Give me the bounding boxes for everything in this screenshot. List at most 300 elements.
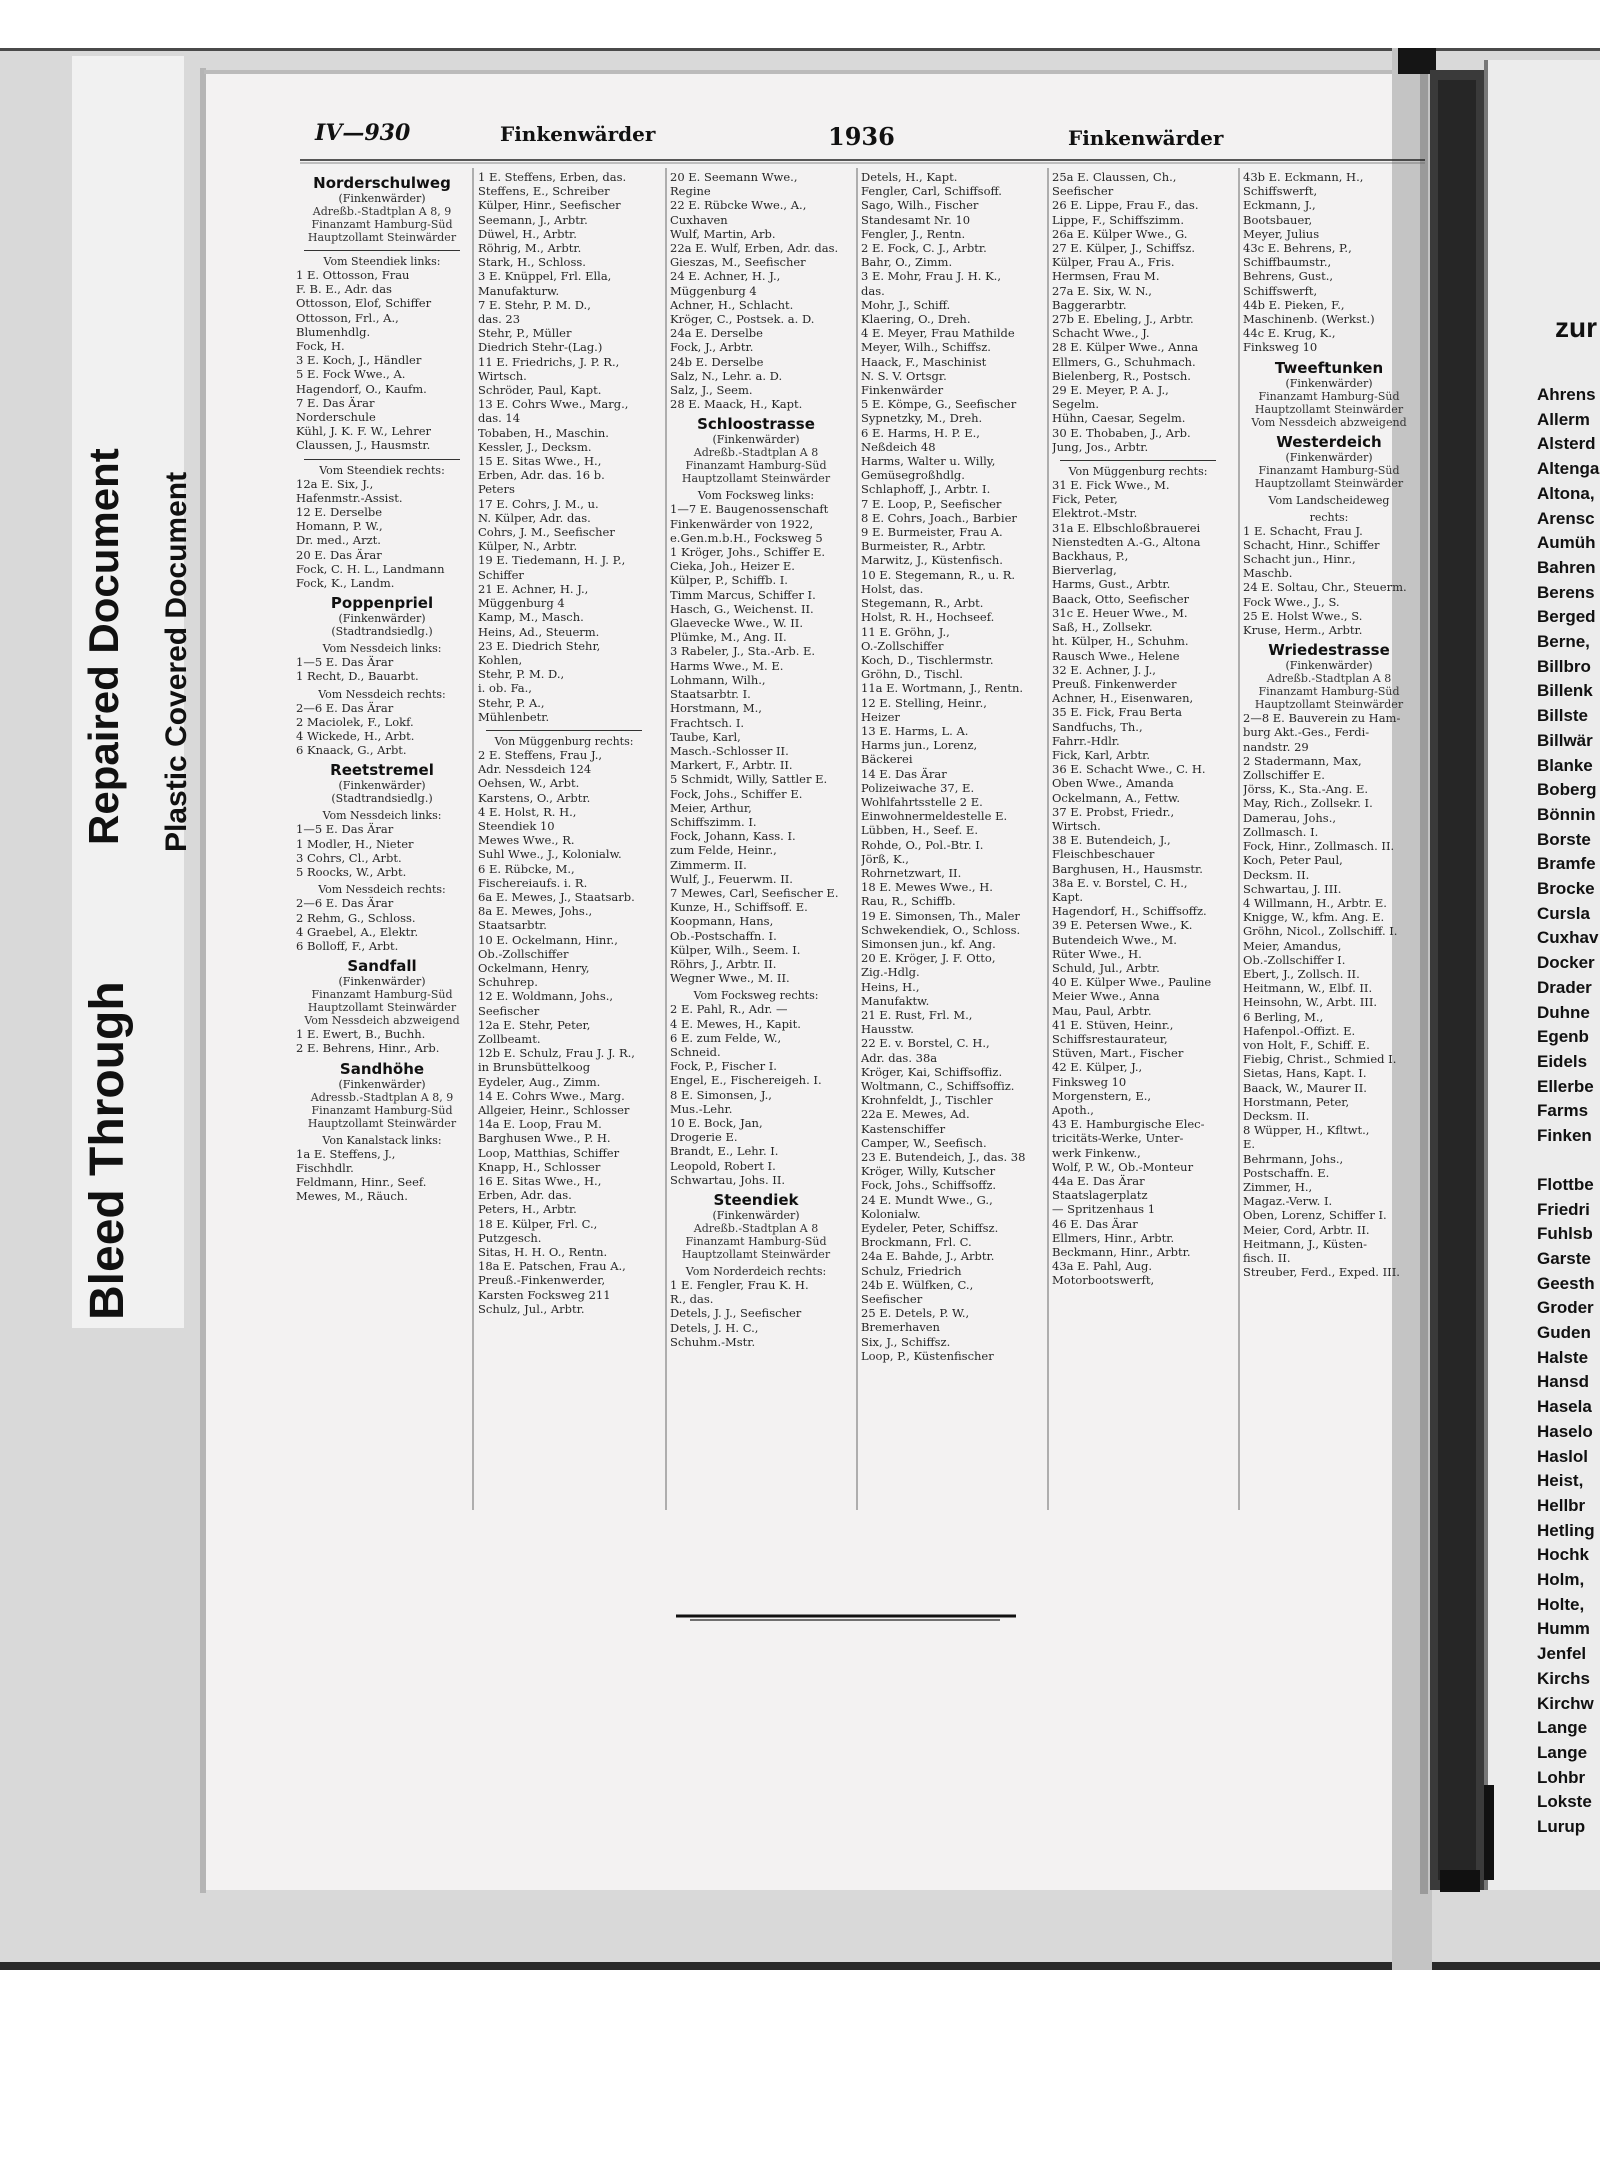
directory-entry: Ob.-Zollschiffer	[478, 946, 569, 961]
place-entry: Egenb	[1537, 1027, 1589, 1047]
directory-entry: 2—8 E. Bauverein zu Ham-	[1243, 711, 1401, 726]
directory-entry: Seefischer	[478, 1003, 540, 1018]
directory-entry: 31 E. Fick Wwe., M.	[1052, 478, 1170, 493]
directory-entry: Külper, N., Arbtr.	[478, 539, 578, 554]
directory-entry: Stehr, P., Müller	[478, 326, 572, 341]
directory-entry: Elektrot.-Mstr.	[1052, 506, 1138, 521]
directory-entry: Staatslagerplatz	[1052, 1188, 1148, 1203]
directory-entry: burg Akt.-Ges., Ferdi-	[1243, 725, 1370, 740]
directory-entry: Zollmasch. I.	[1243, 824, 1319, 839]
directory-entry: 4 Wickede, H., Arbt.	[296, 729, 415, 744]
directory-entry: Taube, Karl,	[670, 729, 741, 744]
directory-entry: Frachtsch. I.	[670, 715, 745, 730]
directory-entry: Wirtsch.	[478, 368, 527, 383]
directory-entry: Heitmann, W., Elbf. II.	[1243, 981, 1373, 996]
directory-entry: Stark, H., Schloss.	[478, 255, 586, 270]
street-heading: Tweeftunken	[1274, 358, 1384, 377]
directory-entry: 10 E. Stegemann, R., u. R.	[861, 567, 1016, 582]
place-entry: Eidels	[1537, 1051, 1588, 1071]
directory-entry: Knigge, W., kfm. Ang. E.	[1243, 910, 1385, 925]
directory-entry: Harms jun., Lorenz,	[861, 738, 978, 753]
directory-entry: 2 E. Fock, C. J., Arbtr.	[861, 241, 987, 256]
directory-entry: Ockelmann, Henry,	[478, 960, 590, 975]
place-entry: Lange	[1537, 1718, 1588, 1738]
directory-entry: Heizer	[861, 709, 900, 724]
section-label: Von Müggenburg rechts:	[494, 734, 634, 748]
side-label-plastic-covered-document: Plastic Covered Document	[160, 471, 193, 852]
directory-entry: 1a E. Steffens, J.,	[296, 1146, 396, 1161]
directory-entry: Seefischer	[861, 1292, 923, 1307]
street-heading: Sandhöhe	[339, 1059, 425, 1078]
directory-entry: Külper, P., Schiffb. I.	[670, 573, 788, 588]
directory-entry: 6 E. zum Felde, W.,	[670, 1030, 782, 1045]
directory-entry: 44b E. Pieken, F.,	[1243, 297, 1345, 312]
directory-entry: 43b E. Eckmann, H.,	[1243, 170, 1364, 184]
office-note: Adreßb.-Stadtplan A 8	[693, 446, 819, 460]
directory-entry: Detels, J. J., Seefischer	[670, 1306, 802, 1321]
directory-entry: 11 E. Friedrichs, J. P. R.,	[478, 354, 620, 369]
office-note: Finanzamt Hamburg-Süd	[685, 1235, 827, 1248]
directory-entry: Sitas, H. H. O., Rentn.	[478, 1245, 608, 1260]
directory-entry: Seemann, J., Arbtr.	[478, 212, 588, 227]
place-entry: Garste	[1537, 1248, 1591, 1268]
street-heading: Sandfall	[347, 957, 417, 976]
place-entry: Docker	[1537, 953, 1595, 973]
directory-entry: Standesamt Nr. 10	[861, 212, 971, 227]
directory-entry: Behrmann, Johs.,	[1243, 1151, 1344, 1166]
place-entry: Hasela	[1537, 1397, 1592, 1417]
directory-entry: Regine	[670, 184, 711, 199]
directory-entry: Fahrr.-Hdlr.	[1052, 733, 1120, 748]
directory-entry: 7 E. Stehr, P. M. D.,	[478, 297, 591, 312]
directory-entry: 4 E. Holst, R. H.,	[478, 804, 577, 819]
directory-entry: Bahr, O., Zimm.	[861, 255, 953, 270]
directory-entry: Tobaben, H., Maschin.	[478, 425, 609, 440]
directory-entry: Holst, R. H., Hochseef.	[861, 610, 995, 625]
office-note: Finanzamt Hamburg-Süd	[311, 1103, 453, 1117]
street-heading: Schloostrasse	[697, 415, 815, 434]
directory-entry: Stüven, Mart., Fischer	[1052, 1046, 1184, 1061]
directory-entry: Kröger, Kai, Schiffsoffiz.	[861, 1064, 1003, 1079]
directory-entry: das. 23	[478, 312, 521, 327]
directory-entry: R., das.	[670, 1292, 714, 1307]
directory-entry: Oben, Lorenz, Schiffer I.	[1243, 1208, 1387, 1223]
directory-entry: 1 E. Fengler, Frau K. H.	[670, 1278, 809, 1292]
directory-entry: 10 E. Bock, Jan,	[670, 1115, 763, 1130]
left-running-title: Finkenwärder	[500, 122, 656, 146]
directory-entry: Glaevecke Wwe., W. II.	[670, 616, 803, 631]
directory-entry: Schwartau, Johs. II.	[670, 1172, 786, 1187]
directory-entry: Bootsbauer,	[1243, 212, 1313, 227]
directory-entry: Mohr, J., Schiff.	[861, 297, 951, 312]
directory-entry: Backhaus, P.,	[1052, 549, 1129, 564]
place-entry: Lohbr	[1537, 1767, 1586, 1787]
directory-entry: Dr. med., Arzt.	[296, 533, 381, 548]
directory-entry: Wirtsch.	[1052, 818, 1101, 833]
directory-entry: 5 E. Kömpe, G., Seefischer	[861, 397, 1017, 412]
directory-entry: 41 E. Stüven, Heinr.,	[1052, 1017, 1174, 1032]
directory-entry: Wulf, J., Feuerwm. II.	[670, 871, 793, 886]
directory-entry: Rüter Wwe., H.	[1052, 946, 1142, 961]
district-label: (Finkenwärder)	[1285, 659, 1373, 673]
directory-entry: Cohrs, J. M., Seefischer	[478, 525, 615, 540]
office-note: Adreßb.-Stadtplan A 8, 9	[312, 205, 452, 218]
place-entry: Guden	[1537, 1323, 1591, 1343]
directory-entry: 12a E. Six, J.,	[296, 476, 374, 491]
directory-entry: 2—6 E. Das Ärar	[296, 896, 394, 911]
directory-entry: Horstmann, Peter,	[1243, 1094, 1350, 1109]
directory-entry: Kühl, J. K. F. W., Lehrer	[296, 424, 431, 439]
directory-entry: 5 Schmidt, Willy, Sattler E.	[670, 772, 828, 787]
section-label: Vom Nessdeich rechts:	[318, 687, 446, 701]
directory-entry: Staatsarbtr. I.	[670, 687, 751, 702]
directory-entry: Röhrs, J., Arbtr. II.	[670, 956, 777, 971]
directory-entry: 37 E. Probst, Friedr.,	[1052, 804, 1175, 819]
directory-entry: Schacht jun., Hinr.,	[1243, 552, 1356, 567]
directory-entry: Schuhm.-Mstr.	[670, 1334, 756, 1349]
street-heading: Steendiek	[713, 1191, 799, 1209]
directory-entry: 6a E. Mewes, J., Staatsarb.	[478, 889, 635, 904]
directory-entry: Krohnfeldt, J., Tischler	[861, 1093, 993, 1108]
directory-entry: Loop, P., Küstenfischer	[861, 1348, 994, 1363]
directory-entry: 4 Graebel, A., Elektr.	[296, 924, 419, 939]
directory-entry: ht. Külper, H., Schuhm.	[1052, 634, 1189, 649]
place-entry: Farms	[1537, 1101, 1589, 1121]
directory-entry: Ellmers, G., Schuhmach.	[1052, 354, 1196, 369]
directory-entry: 26a E. Külper Wwe., G.	[1052, 226, 1188, 241]
directory-entry: Ob.-Zollschiffer I.	[1243, 952, 1346, 967]
right-page-place-list	[1537, 383, 1600, 1840]
district-label: (Finkenwärder)	[338, 612, 426, 626]
section-label: Vom Norderdeich rechts:	[685, 1265, 827, 1278]
office-note: Finanzamt Hamburg-Süd	[685, 459, 827, 473]
directory-entry: Bielenberg, R., Postsch.	[1052, 368, 1191, 383]
directory-entry: Schiffszimm. I.	[670, 814, 757, 829]
directory-entry: 32 E. Achner, J. J.,	[1052, 662, 1156, 677]
directory-entry: Zollbeamt.	[478, 1031, 541, 1046]
directory-entry: 43a E. Pahl, Aug.	[1052, 1259, 1153, 1274]
directory-entry: e.Gen.m.b.H., Focksweg 5	[670, 530, 823, 545]
directory-entry: Schiffswerft,	[1243, 184, 1318, 199]
place-entry: Bönnin	[1537, 804, 1596, 824]
place-entry: Fuhlsb	[1537, 1224, 1593, 1244]
directory-entry: Engel, E., Fischereigeh. I.	[670, 1073, 822, 1088]
place-entry: Hetling	[1537, 1520, 1595, 1540]
directory-entry: Schacht, Hinr., Schiffer	[1243, 537, 1380, 552]
directory-entry: Schneid.	[670, 1044, 721, 1059]
directory-entry: 21 E. Rust, Frl. M.,	[861, 1007, 973, 1022]
directory-entry: Erben, Adr. das. 16 b.	[478, 468, 605, 483]
place-entry: Altenga	[1537, 459, 1600, 479]
office-note: Adreßb.-Stadtplan A 8	[1266, 672, 1392, 686]
directory-entry: Barghusen, H., Hausmstr.	[1052, 861, 1203, 876]
directory-entry: 7 E. Das Ärar	[296, 395, 375, 410]
directory-entry: Neßdeich 48	[861, 439, 936, 454]
directory-entry: Manufakturw.	[478, 283, 560, 298]
directory-entry: Finksweg 10	[1243, 340, 1318, 355]
place-entry: Berged	[1537, 607, 1596, 627]
directory-entry: 1—5 E. Das Ärar	[296, 655, 394, 670]
directory-entry: Ottosson, Elof, Schiffer	[296, 296, 432, 311]
directory-entry: Preuß. Finkenwerder	[1052, 676, 1177, 691]
directory-entry: Fock, J., Arbtr.	[670, 340, 754, 355]
directory-entry: 22a E. Mewes, Ad.	[861, 1107, 970, 1122]
directory-entry: das.	[861, 283, 885, 298]
directory-entry: 12b E. Schulz, Frau J. J. R.,	[478, 1046, 635, 1061]
office-note: Hauptzollamt Steinwärder	[307, 1116, 457, 1130]
directory-entry: Motorbootswerft,	[1052, 1273, 1155, 1288]
office-note: Hauptzollamt Steinwärder	[1254, 698, 1404, 712]
directory-entry: 20 E. Kröger, J. F. Otto,	[861, 951, 996, 966]
directory-entry: Wulf, Martin, Arb.	[670, 226, 776, 241]
directory-entry: Schiffsrestaurateur,	[1052, 1031, 1168, 1046]
directory-entry: Maschb.	[1243, 566, 1293, 581]
directory-entry: Postschaffn. E.	[1243, 1165, 1330, 1180]
directory-entry: Oehsen, W., Arbt.	[478, 776, 580, 791]
directory-entry: 1 E. Ottosson, Frau	[296, 268, 410, 282]
directory-entry: Fock, Johs., Schiffer E.	[670, 786, 803, 801]
directory-entry: werk Finkenw.,	[1052, 1145, 1141, 1160]
directory-entry: 1 Modler, H., Nieter	[296, 836, 414, 851]
section-label: Vom Steendiek rechts:	[319, 463, 445, 477]
directory-entry: Zig.-Hdlg.	[861, 965, 920, 980]
directory-entry: Schuld, Jul., Arbtr.	[1052, 960, 1160, 975]
directory-entry: Zollschiffer E.	[1243, 768, 1325, 783]
page-number: IV—930	[315, 120, 411, 146]
office-note: Hauptzollamt Steinwärder	[681, 472, 831, 486]
directory-entry: 39 E. Petersen Wwe., K.	[1052, 918, 1193, 933]
directory-entry: Salz, J., Seem.	[670, 383, 753, 398]
place-entry: Bahren	[1537, 557, 1596, 577]
directory-column-1	[296, 170, 468, 1203]
directory-entry: 28 E. Külper Wwe., Anna	[1052, 340, 1199, 355]
directory-entry: Meyer, Julius	[1243, 226, 1320, 241]
place-entry: Billbro	[1537, 656, 1591, 676]
district-label: (Finkenwärder)	[712, 1209, 800, 1222]
section-label: Vom Nessdeich links:	[322, 809, 442, 823]
directory-entry: 1 E. Steffens, Erben, das.	[478, 170, 627, 184]
district-label: (Stadtrandsiedlg.)	[331, 792, 433, 806]
section-label: Vom Steendiek links:	[323, 255, 441, 268]
directory-entry: Mühlenbetr.	[478, 709, 550, 724]
directory-entry: Apoth.,	[1052, 1103, 1094, 1117]
directory-entry: Ob.-Postschaffn. I.	[670, 928, 777, 943]
directory-entry: Horstmann, M.,	[670, 701, 762, 716]
directory-entry: Fischhdlr.	[296, 1160, 354, 1175]
directory-entry: E.	[1243, 1137, 1256, 1152]
directory-entry: Sandfuchs, Th.,	[1052, 719, 1143, 734]
directory-entry: in Brunsbüttelkoog	[478, 1060, 591, 1075]
directory-entry: Suhl Wwe., J., Kolonialw.	[478, 847, 622, 862]
directory-entry: Müggenburg 4	[478, 596, 565, 611]
directory-entry: Eckmann, J.,	[1243, 198, 1316, 213]
section-divider	[304, 459, 460, 460]
street-heading: Westerdeich	[1276, 432, 1382, 451]
place-entry: Ahrens	[1537, 385, 1596, 404]
directory-entry: Düwel, H., Arbtr.	[478, 226, 577, 241]
district-label: (Finkenwärder)	[1285, 376, 1373, 390]
directory-entry: Damerau, Johs.,	[1243, 810, 1337, 825]
directory-entry: Jörss, K., Sta.-Ang. E.	[1243, 782, 1369, 797]
directory-entry: 46 E. Das Ärar	[1052, 1216, 1138, 1231]
directory-entry: 27a E. Six, W. N.,	[1052, 283, 1152, 298]
directory-entry: Heins, H.,	[861, 979, 920, 994]
directory-entry: Butendeich Wwe., M.	[1052, 932, 1177, 947]
directory-entry: 7 E. Loop, P., Seefischer	[861, 496, 1002, 511]
directory-entry: Sypnetzky, M., Dreh.	[861, 411, 983, 426]
section-label: Vom Nessdeich rechts:	[318, 883, 446, 897]
directory-entry: Finkenwärder	[861, 383, 944, 398]
office-note: Finanzamt Hamburg-Süd	[1258, 389, 1400, 403]
place-entry: Aumüh	[1537, 533, 1596, 553]
directory-entry: Fick, Karl, Arbtr.	[1052, 747, 1150, 762]
directory-entry: Jörß, K.,	[861, 851, 909, 866]
directory-entry: 38 E. Butendeich, J.,	[1052, 833, 1171, 848]
directory-column-2	[478, 170, 650, 1316]
directory-entry: Külper, Wilh., Seem. I.	[670, 942, 801, 957]
directory-entry: 25 E. Holst Wwe., S.	[1243, 608, 1363, 623]
directory-entry: Rau, R., Schiffb.	[861, 894, 956, 909]
section-label: Vom Focksweg rechts:	[693, 989, 819, 1003]
directory-entry: Mewes, M., Räuch.	[296, 1189, 408, 1204]
district-label: (Finkenwärder)	[712, 433, 800, 447]
directory-entry: Fischereiaufs. i. R.	[478, 875, 588, 890]
directory-entry: Achner, H., Eisenwaren,	[1052, 691, 1194, 706]
directory-entry: 8 E. Cohrs, Joach., Barbier	[861, 510, 1017, 525]
directory-entry: 6 Bolloff, F., Arbt.	[296, 938, 399, 953]
directory-entry: Schröder, Paul, Kapt.	[478, 383, 602, 398]
place-entry: Alsterd	[1537, 434, 1596, 454]
directory-entry: Hagendorf, H., Schiffsoffz.	[1052, 904, 1207, 919]
directory-entry: Detels, J. H. C.,	[670, 1320, 759, 1335]
directory-entry: Stehr, P. M. D.,	[478, 667, 565, 682]
directory-entry: Stegemann, R., Arbt.	[861, 596, 984, 611]
directory-entry: Külper, Frau A., Fris.	[1052, 255, 1175, 270]
place-entry: Holte,	[1537, 1594, 1585, 1614]
office-note: Adressb.-Stadtplan A 8, 9	[310, 1090, 454, 1104]
place-entry: Lurup	[1537, 1817, 1586, 1837]
directory-entry: 12a E. Stehr, Peter,	[478, 1017, 591, 1032]
directory-entry: Ockelmann, A., Fettw.	[1052, 790, 1181, 805]
directory-entry: tricitäts-Werke, Unter-	[1052, 1131, 1184, 1146]
place-entry: Kirchw	[1537, 1693, 1594, 1713]
directory-entry: Gieszas, M., Seefischer	[670, 255, 806, 270]
directory-entry: Hagendorf, O., Kaufm.	[296, 381, 427, 396]
directory-entry: May, Rich., Zollsekr. I.	[1243, 796, 1373, 811]
place-entry: Arensc	[1537, 508, 1595, 528]
place-entry: Heist,	[1537, 1471, 1584, 1491]
place-entry: Humm	[1537, 1619, 1590, 1639]
directory-entry: 23 E. Diedrich Stehr,	[478, 638, 601, 653]
directory-entry: 1 Recht, D., Bauarbt.	[296, 669, 419, 684]
directory-entry: Magaz.-Verw. I.	[1243, 1194, 1333, 1209]
place-entry: Friedri	[1537, 1199, 1590, 1219]
office-note: Hauptzollamt Steinwärder	[681, 1248, 831, 1261]
directory-entry: Maschinenb. (Werkst.)	[1243, 312, 1375, 327]
directory-entry: 26 E. Lippe, Frau F., das.	[1052, 198, 1199, 213]
directory-entry: 27b E. Ebeling, J., Arbtr.	[1052, 312, 1194, 327]
directory-column-3	[670, 170, 842, 1349]
section-label: Vom Landscheideweg	[1268, 493, 1390, 507]
directory-entry: Ellmers, Hinr., Arbtr.	[1052, 1230, 1175, 1245]
directory-entry: 22a E. Wulf, Erben, Adr. das.	[670, 241, 839, 256]
directory-entry: Fengler, Carl, Schiffsoff.	[861, 184, 1002, 199]
street-heading: Poppenpriel	[330, 594, 434, 613]
directory-entry: Polizeiwache 37, E.	[861, 780, 975, 795]
directory-entry: Gröhn, D., Tischl.	[861, 667, 963, 682]
directory-entry: Gröhn, Nicol., Zollschiff. I.	[1243, 924, 1398, 939]
directory-entry: Finkenwärder von 1922,	[670, 516, 814, 531]
directory-entry: Kessler, J., Decksm.	[478, 439, 592, 454]
office-note: Finanzamt Hamburg-Süd	[311, 988, 453, 1002]
directory-entry: Hermsen, Frau M.	[1052, 269, 1160, 284]
directory-entry: Preuß.-Finkenwerder,	[478, 1273, 606, 1288]
directory-entry: 18 E. Külper, Frl. C.,	[478, 1216, 598, 1231]
directory-entry: Wegner Wwe., M. II.	[670, 971, 790, 986]
directory-entry: Manufaktw.	[861, 993, 930, 1008]
district-label: (Finkenwärder)	[338, 1077, 426, 1091]
place-entry: Halste	[1537, 1347, 1589, 1367]
directory-entry: Achner, H., Schlacht.	[670, 297, 794, 312]
directory-entry: 5 E. Fock Wwe., A.	[296, 367, 406, 382]
directory-entry: Fock, Johs., Schiffsoffz.	[861, 1178, 997, 1193]
directory-entry: 29 E. Meyer, P. A. J.,	[1052, 383, 1169, 398]
directory-entry: Fick, Peter,	[1052, 492, 1118, 507]
directory-entry: Zimmer, H.,	[1243, 1179, 1313, 1194]
place-entry: Allerm	[1537, 409, 1590, 429]
directory-entry: Fock, K., Landm.	[296, 576, 395, 591]
directory-entry: 2 E. Steffens, Frau J.,	[478, 747, 603, 762]
directory-entry: Decksm. II.	[1243, 1108, 1310, 1123]
directory-entry: Stehr, P. A.,	[478, 695, 545, 710]
directory-entry: fisch. II.	[1243, 1250, 1291, 1265]
directory-entry: Meier, Cord, Arbtr. II.	[1243, 1222, 1370, 1237]
directory-entry: Holst, das.	[861, 581, 924, 596]
directory-entry: 23 E. Butendeich, J., das. 38	[861, 1150, 1026, 1165]
place-entry: Bramfe	[1537, 854, 1596, 874]
directory-entry: Schacht Wwe., J.	[1052, 326, 1150, 341]
directory-entry: Camper, W., Seefisch.	[861, 1135, 987, 1150]
directory-entry: Fiebig, Christ., Schmied I.	[1243, 1052, 1397, 1067]
directory-entry: Schlaphoff, J., Arbtr. I.	[861, 482, 991, 497]
directory-entry: Masch.-Schlosser II.	[670, 743, 789, 758]
section-label: Von Kanalstack links:	[322, 1133, 442, 1147]
directory-entry: 3 E. Mohr, Frau J. H. K.,	[861, 269, 1001, 284]
directory-entry: Meier Wwe., Anna	[1052, 989, 1160, 1004]
directory-entry: Ottosson, Frl., A.,	[296, 310, 399, 325]
office-note: Hauptzollamt Steinwärder	[1254, 476, 1404, 490]
directory-entry: Heitmann, J., Küsten-	[1243, 1236, 1368, 1251]
directory-entry: Kapt.	[1052, 889, 1084, 904]
place-entry: Borste	[1537, 829, 1591, 849]
directory-entry: Mewes Wwe., R.	[478, 833, 575, 848]
directory-entry: Knapp, H., Schlosser	[478, 1159, 601, 1174]
directory-entry: 13 E. Cohrs Wwe., Marg.,	[478, 397, 629, 412]
directory-entry: Harms, Walter u. Willy,	[861, 454, 996, 469]
directory-entry: 3 Cohrs, Cl., Arbt.	[296, 850, 402, 865]
directory-entry: 28 E. Maack, H., Kapt.	[670, 397, 803, 412]
directory-entry: Allgeier, Heinr., Schlosser	[478, 1103, 630, 1117]
directory-entry: Kastenschiffer	[861, 1121, 946, 1136]
directory-entry: Kröger, C., Postsek. a. D.	[670, 312, 815, 327]
directory-entry: 12 E. Woldmann, Johs.,	[478, 989, 614, 1004]
section-label: Vom Nessdeich links:	[322, 642, 442, 656]
directory-entry: 30 E. Thobaben, J., Arb.	[1052, 425, 1191, 440]
district-label: (Finkenwärder)	[338, 192, 426, 205]
directory-entry: — Spritzenhaus 1	[1052, 1202, 1156, 1217]
directory-entry: Wohlfahrtsstelle 2 E.	[861, 794, 983, 809]
directory-entry: Müggenburg 4	[670, 283, 757, 298]
